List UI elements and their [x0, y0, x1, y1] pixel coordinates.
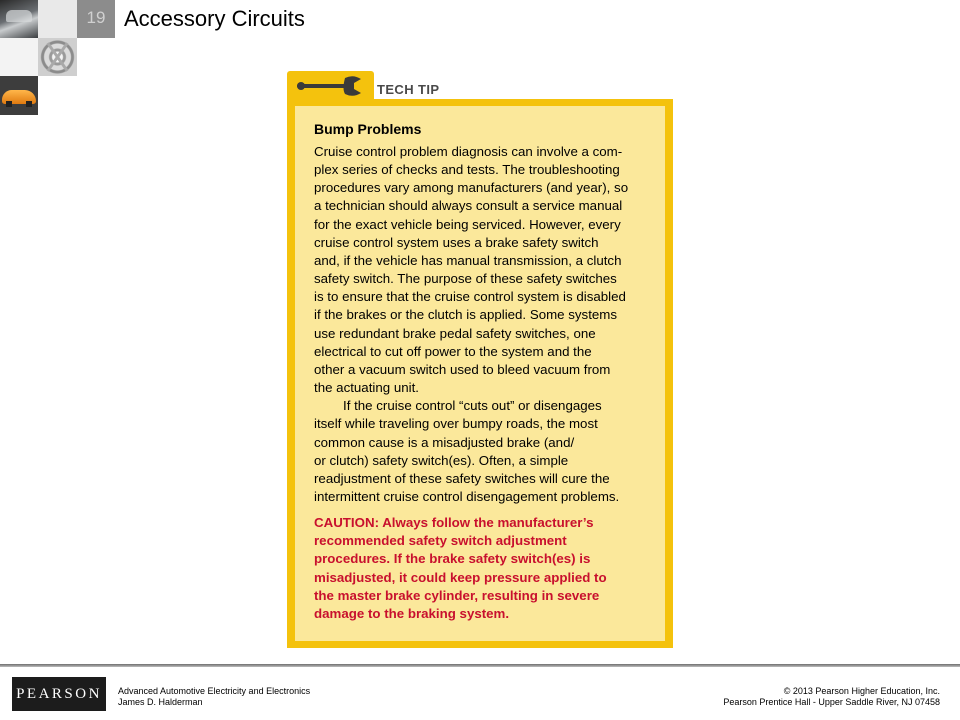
tip-text-line: the actuating unit. [314, 380, 419, 396]
wrench-icon [295, 75, 367, 97]
tip-text-line: electrical to cut off power to the system and the [314, 343, 592, 359]
tip-text-line: plex series of checks and tests. The troubleshooting [314, 162, 620, 178]
wheel-rim-thumbnail [38, 38, 77, 76]
tip-text-line: other a vacuum switch used to bleed vacuum from [314, 361, 611, 377]
chapter-number: 19 [86, 8, 106, 27]
tip-paragraph-1 [314, 143, 645, 397]
tip-text-line: procedures vary among manufacturers (and year), so [314, 180, 629, 196]
tip-text-line: itself while traveling over bumpy roads, the most [314, 416, 598, 432]
tip-text-line: Cruise control problem diagnosis can involve a com- [314, 144, 623, 159]
caution-line: damage to the braking system. [314, 605, 510, 621]
tip-text-line: a technician should always consult a service manual [314, 198, 623, 214]
blank-thumbnail [0, 38, 38, 76]
footer-book-info [118, 686, 310, 707]
header-thumbnails [0, 0, 77, 115]
caution-line: CAUTION: Always follow the manufacturer’s [314, 515, 594, 531]
tech-tip-body [295, 106, 665, 641]
tip-text-line: or clutch) safety switch(es). Often, a simple [314, 452, 569, 468]
tip-paragraph-2 [314, 397, 645, 506]
footer-copyright [723, 686, 940, 707]
chapter-number-badge [77, 0, 115, 38]
tip-text-line: if the brakes or the clutch is applied. Some systems [314, 307, 618, 323]
tip-text-line: is to ensure that the cruise control system is disabled [314, 289, 626, 305]
blank-thumbnail [38, 76, 77, 115]
caution-line: misadjusted, it could keep pressure applied to [314, 569, 607, 585]
footer-publisher-line: Pearson Prentice Hall - Upper Saddle River, NJ 07458 [723, 696, 940, 707]
tip-heading: Bump Problems [314, 121, 422, 137]
pearson-logo [12, 677, 106, 711]
footer-author: James D. Halderman [118, 696, 203, 707]
tip-text-line: and, if the vehicle has manual transmission, a clutch [314, 252, 622, 268]
tech-tip-frame [287, 99, 673, 648]
tip-text-line: intermittent cruise control disengagement problems. [314, 488, 620, 504]
tech-tip-label: TECH TIP [377, 82, 440, 97]
tip-text-line: for the exact vehicle being serviced. However, every [314, 216, 621, 232]
slide-title: Accessory Circuits [124, 6, 305, 31]
tip-text-line: cruise control system uses a brake safety switch [314, 234, 599, 250]
pearson-logo-text: PEARSON [16, 685, 102, 702]
caution-line: procedures. If the brake safety switch(es) is [314, 551, 591, 567]
tech-tip-panel [287, 71, 673, 648]
caution-line: recommended safety switch adjustment [314, 533, 567, 549]
tip-text-line: readjustment of these safety switches will cure the [314, 470, 610, 486]
caution-line: the master brake cylinder, resulting in severe [314, 587, 600, 603]
footer-divider [0, 664, 960, 667]
tip-text-line: use redundant brake pedal safety switches, one [314, 325, 596, 341]
caution-note [314, 514, 645, 623]
tip-text-line: If the cruise control “cuts out” or disengages [343, 398, 602, 414]
footer-book-title: Advanced Automotive Electricity and Electronics [118, 686, 311, 696]
sports-car-thumbnail [0, 76, 38, 115]
tip-text-line: safety switch. The purpose of these safety switches [314, 271, 617, 287]
car-front-thumbnail [0, 0, 38, 38]
tech-tip-tab [287, 71, 374, 101]
footer-copyright-line: © 2013 Pearson Higher Education, Inc. [783, 686, 940, 696]
tip-text-line: common cause is a misadjusted brake (and/ [314, 434, 575, 450]
blank-thumbnail [38, 0, 77, 38]
